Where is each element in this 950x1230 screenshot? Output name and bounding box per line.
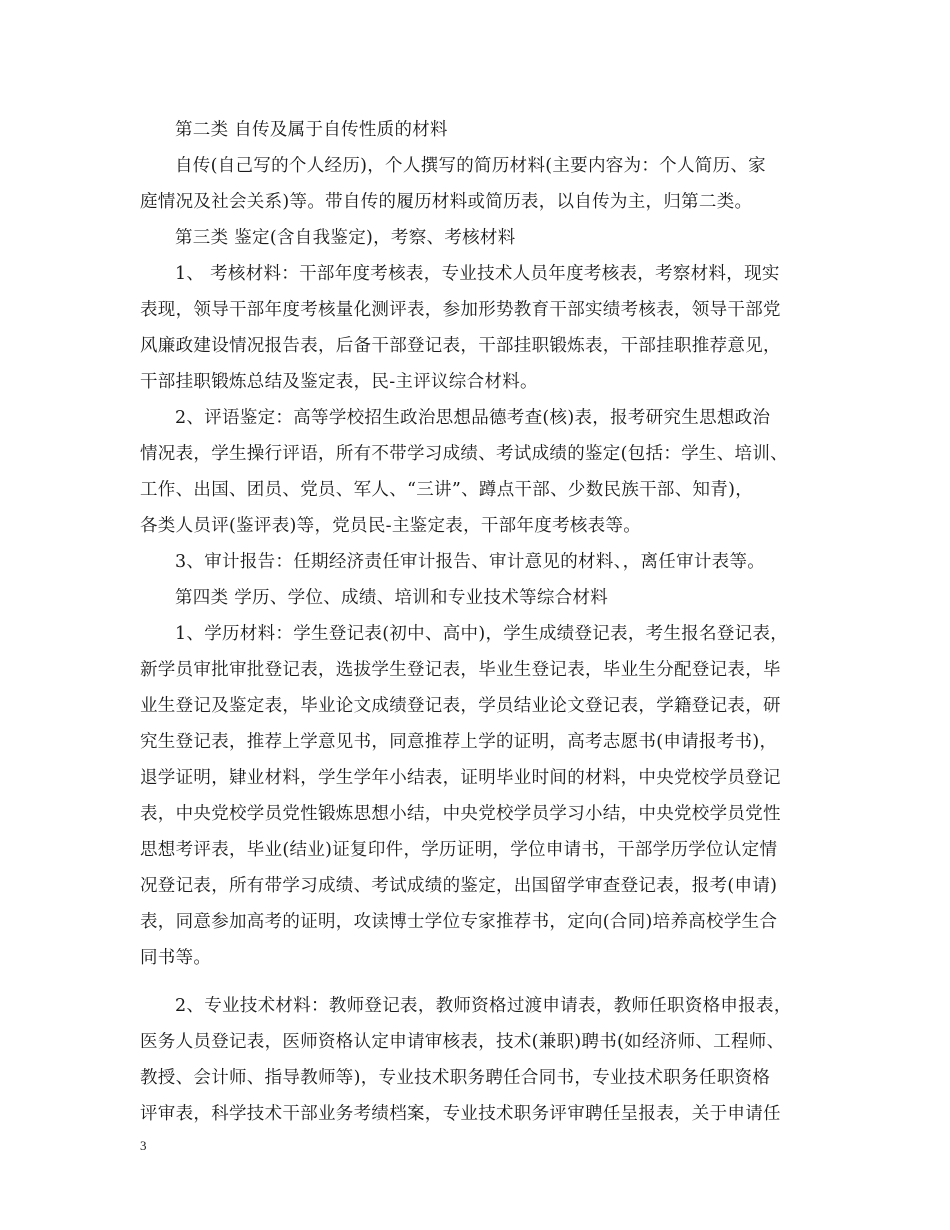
- heading-category-2: 第二类 自传及属于自传性质的材料: [175, 120, 448, 140]
- paragraph-line: 1、学历材料：学生登记表(初中、高中)，学生成绩登记表，考生报名登记表，: [175, 624, 789, 644]
- paragraph-line: 教授、会计师、指导教师等)，专业技术职务聘任合同书，专业技术职务任职资格: [140, 1068, 771, 1088]
- paragraph-line: 退学证明，肄业材料，学生学年小结表，证明毕业时间的材料，中央党校学员登记: [140, 768, 781, 788]
- paragraph-line: 2、专业技术材料：教师登记表，教师资格过渡申请表，教师任职资格申报表，: [175, 996, 792, 1016]
- paragraph-line: 1、 考核材料：干部年度考核表，专业技术人员年度考核表，考察材料，现实: [175, 264, 780, 284]
- paragraph-line: 同书等。: [140, 948, 212, 968]
- paragraph-line: 风廉政建设情况报告表，后备干部登记表，干部挂职锻炼表，干部挂职推荐意见，: [140, 336, 781, 356]
- paragraph-line: 情况表，学生操行评语，所有不带学习成绩、考试成绩的鉴定(包括：学生、培训、: [140, 444, 788, 464]
- paragraph-line: 3、审计报告：任期经济责任审计报告、审计意见的材料、，离任审计表等。: [175, 552, 766, 572]
- paragraph-line: 究生登记表，推荐上学意见书，同意推荐上学的证明，高考志愿书(申请报考书)，: [140, 732, 778, 752]
- heading-category-4: 第四类 学历、学位、成绩、培训和专业技术等综合材料: [175, 588, 609, 608]
- paragraph-line: 表，中央党校学员党性锻炼思想小结，中央党校学员学习小结，中央党校学员党性: [140, 804, 781, 824]
- paragraph-line: 2、评语鉴定：高等学校招生政治思想品德考查(核)表，报考研究生思想政治: [175, 408, 771, 428]
- paragraph-line: 各类人员评(鉴评表)等，党员民-主鉴定表，干部年度考核表等。: [140, 516, 642, 536]
- paragraph-line: 况登记表，所有带学习成绩、考试成绩的鉴定，出国留学审查登记表，报考(申请): [140, 876, 778, 896]
- paragraph-line: 业生登记及鉴定表，毕业论文成绩登记表，学员结业论文登记表，学籍登记表，研: [140, 696, 781, 716]
- paragraph-line: 医务人员登记表，医师资格认定申请审核表，技术(兼职)聘书(如经济师、工程师、: [140, 1032, 785, 1052]
- paragraph-line: 评审表，科学技术干部业务考绩档案，专业技术职务评审聘任呈报表，关于申请任: [140, 1104, 781, 1124]
- paragraph-line: 新学员审批审批登记表，选拔学生登记表，毕业生登记表，毕业生分配登记表，毕: [140, 660, 781, 680]
- paragraph-line: 干部挂职锻炼总结及鉴定表，民-主评议综合材料。: [140, 372, 538, 392]
- paragraph-line: 庭情况及社会关系)等。带自传的履历材料或简历表，以自传为主，归第二类。: [140, 192, 753, 212]
- paragraph-line: 思想考评表，毕业(结业)证复印件，学历证明，学位申请书，干部学历学位认定情: [140, 840, 778, 860]
- heading-category-3: 第三类 鉴定(含自我鉴定)，考察、考核材料: [175, 228, 516, 248]
- paragraph-line: 自传(自己写的个人经历)，个人撰写的简历材料(主要内容为：个人简历、家: [175, 156, 766, 176]
- paragraph-line: 工作、出国、团员、党员、军人、“三讲”、蹲点干部、少数民族干部、知青)，: [140, 480, 754, 500]
- paragraph-line: 表现，领导干部年度考核量化测评表，参加形势教育干部实绩考核表，领导干部党: [140, 300, 781, 320]
- paragraph-line: 表，同意参加高考的证明，攻读博士学位专家推荐书，定向(合同)培养高校学生合: [140, 912, 778, 932]
- page-number: 3: [140, 1138, 147, 1153]
